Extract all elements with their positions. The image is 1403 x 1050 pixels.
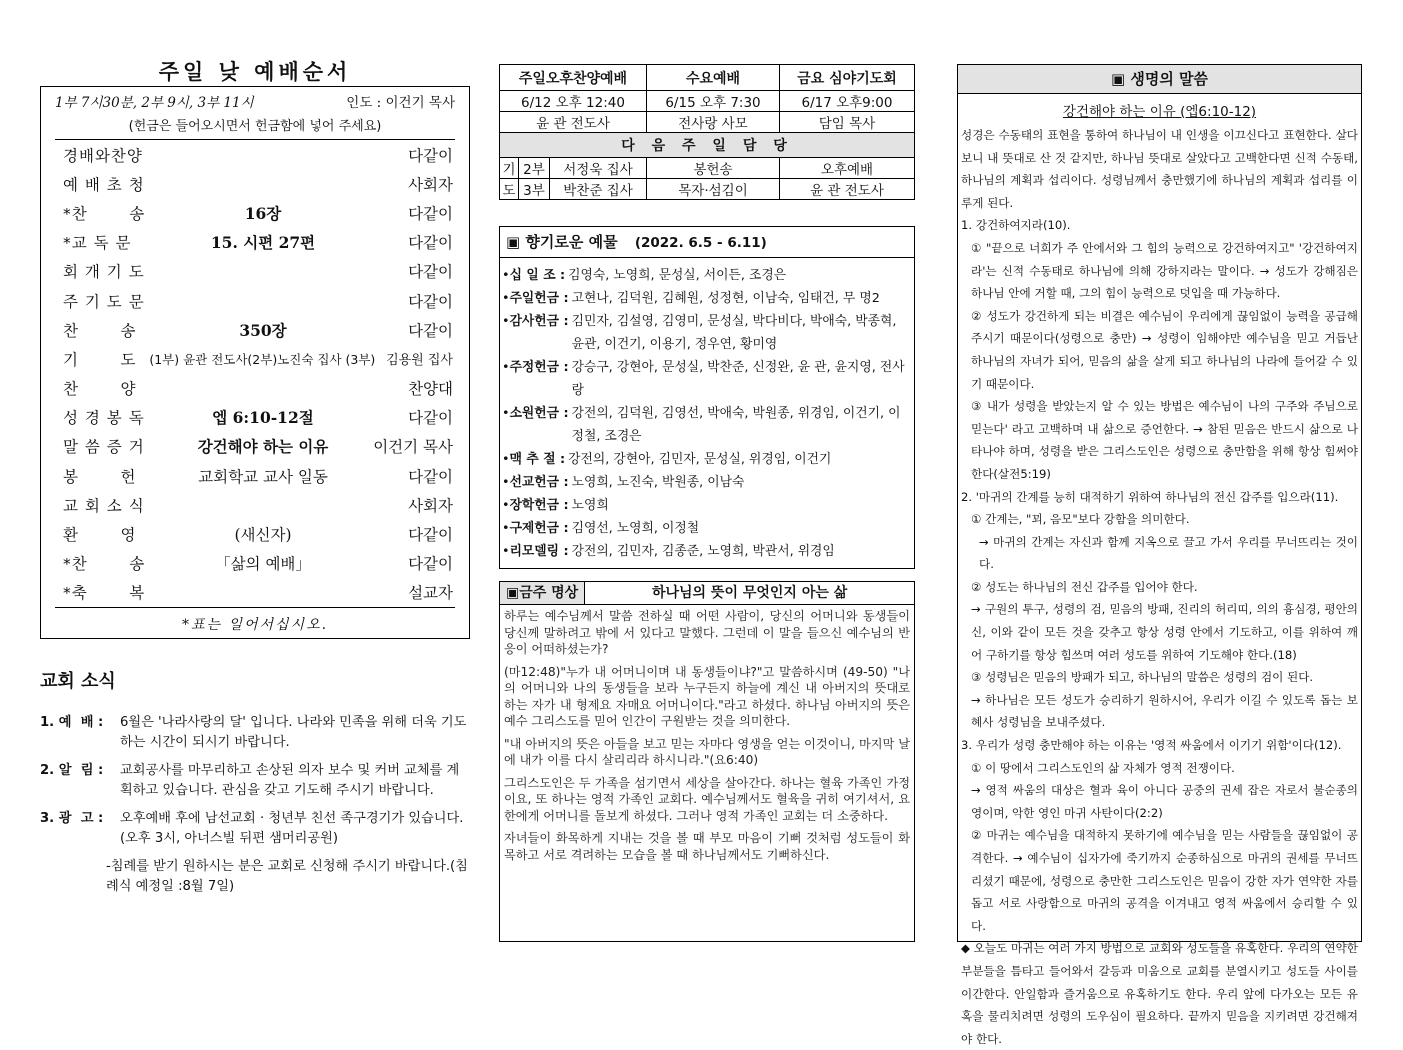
meditation-paragraph: (마12:48)"누가 내 어머니이며 내 동생들이냐?"고 말씀하시며 (49-50) "나의 어머니와 나의 동생들을 보라 누구든지 하늘에 계신 내 아버지의 뜻대로 하는 자가 내 형제요 자매요 어머니이다."라고 하셨다. 하나님 아버지의 뜻은 예수 그리스도를 믿어 인간이 구원받는 것을 의미한다. bbox=[504, 664, 910, 728]
worship-order-row bbox=[55, 403, 455, 432]
order-item-person: 김용원 집사 bbox=[386, 353, 453, 369]
offering-row bbox=[502, 310, 910, 356]
order-item-person: 다같이 bbox=[408, 321, 453, 340]
schedule-person: 담임 목사 bbox=[780, 112, 915, 133]
order-item-name: 말 씀 증 거 bbox=[63, 438, 145, 457]
sermon-body bbox=[958, 120, 1361, 1050]
order-item-person: 다같이 bbox=[408, 467, 453, 486]
worship-order-row bbox=[55, 344, 455, 373]
meditation-label bbox=[500, 582, 585, 604]
duty-role: 목자·섬김이 bbox=[647, 179, 780, 200]
sermon-paragraph: ② 마귀는 예수님을 대적하지 못하기에 예수님을 믿는 사람들을 끊임없이 공격한다. → 예수님이 십자가에 죽기까지 순종하심으로 마귀의 권세를 무너뜨리셨기 때문에, 성령으로 충만한 그리스도인은 믿음이 강한 자가 연약한 자를 돕고 서로 사랑함으로 마귀의 공격을 이겨내고 영적 싸움에서 승리할 수 있다. bbox=[971, 828, 1358, 933]
sermon-subtitle: 강건해야 하는 이유 (엡6:10-12) bbox=[1062, 104, 1257, 120]
order-item-detail: 「삶의 예배」 bbox=[215, 555, 311, 574]
word-title: ▣ 생명의 말씀 bbox=[958, 65, 1361, 94]
square-icon: ▣ bbox=[506, 233, 521, 251]
order-item-person: 다같이 bbox=[408, 555, 453, 574]
sermon-paragraph: → 마귀의 간계는 자신과 함께 지옥으로 끌고 가서 우리를 무너뜨리는 것이다. bbox=[979, 534, 1358, 572]
offering-category: 십 일 조 : bbox=[509, 268, 566, 283]
order-item-detail: (1부) 윤관 전도사(2부)노진숙 집사 (3부) bbox=[149, 351, 376, 367]
schedule-time: 6/17 오후9:00 bbox=[780, 91, 915, 112]
worship-order-row bbox=[55, 461, 455, 490]
order-item-person: 다같이 bbox=[408, 204, 453, 223]
order-item-person: 사회자 bbox=[408, 175, 453, 194]
meditation-paragraph: "내 아버지의 뜻은 아들을 보고 믿는 자마다 영생을 얻는 이것이니, 마지막 날에 내가 이를 다시 살리리라 하시니라."(요6:40) bbox=[504, 736, 910, 767]
meditation-header bbox=[500, 582, 914, 605]
order-item-detail: 15. 시편 27편 bbox=[210, 233, 316, 253]
meditation-paragraph: 자녀들이 화목하게 지내는 것을 볼 때 부모 마음이 기뻐 것처럼 성도들이 화목하고 서로 격려하는 모습을 볼 때 하나님께서도 기뻐하신다. bbox=[504, 831, 910, 862]
order-item-name: 찬 양 bbox=[63, 380, 137, 399]
worship-order-row bbox=[55, 432, 455, 461]
news-item bbox=[40, 809, 470, 849]
offering-note: (헌금은 들어오시면서 헌금함에 넣어 주세요) bbox=[128, 119, 382, 134]
worship-order-row bbox=[55, 257, 455, 286]
meditation-label-text: 금주 명상 bbox=[519, 585, 579, 601]
duty-role: 봉헌송 bbox=[647, 158, 780, 179]
sermon-paragraph: → 구원의 투구, 성령의 검, 믿음의 방패, 진리의 허리띠, 의의 흉심경, 평안의 신, 이와 같이 모든 것을 갖추고 항상 성령 안에서 기도하고, 이를 위하여 깨어 구하기를 항상 힘쓰며 여러 성도를 위하여 기도해야 한다.(18) bbox=[971, 602, 1358, 662]
offering-category: 맥 추 절 : bbox=[509, 452, 566, 467]
schedule-time: 6/12 오후 12:40 bbox=[500, 91, 647, 112]
bullet-icon: • bbox=[502, 314, 510, 329]
square-icon: ▣ bbox=[506, 585, 520, 601]
sermon-paragraph: ◆ 오늘도 마귀는 여러 가지 방법으로 교회와 성도들을 유혹한다. 우리의 연약한 부분들을 틈타고 들어와서 갈등과 미움으로 교회를 분열시키고 성도들 사이를 이간한다. 안일함과 즐거움으로 유혹하기도 한다. 우리 앞에 다가오는 모든 유혹을 물리치려면 성령의 도우심이 필요하다. 끝까지 믿음을 지키려면 강건해져야 한다. bbox=[961, 941, 1358, 1046]
offering-header bbox=[500, 227, 914, 258]
offering-category: 선교헌금 : bbox=[509, 475, 569, 490]
worship-order-row bbox=[55, 549, 455, 578]
worship-order-row bbox=[55, 169, 455, 198]
order-item-detail: (새신자) bbox=[234, 526, 292, 545]
sermon-paragraph: ① "끝으로 너희가 주 안에서와 그 힘의 능력으로 강건하여지고" '강건하여지라'는 신적 수동태로 하나님에 의해 강하지라는 말이다. → 성도가 강해짐은 하나님 안에 거할 때, 그의 힘이 능력으로 덧입을 때 가능하다. bbox=[971, 240, 1358, 301]
bullet-icon: • bbox=[502, 406, 510, 421]
offering-row bbox=[502, 517, 910, 540]
church-news-list bbox=[40, 713, 470, 849]
offering-row bbox=[502, 402, 910, 448]
order-item-detail: 350장 bbox=[239, 320, 287, 340]
worship-order-box bbox=[40, 86, 470, 639]
offering-names: 강승구, 강현아, 문성실, 박찬준, 신정완, 윤 관, 윤지영, 전사랑 bbox=[571, 360, 905, 398]
prayer-person: 서정욱 집사 bbox=[563, 162, 633, 178]
bullet-icon: • bbox=[502, 521, 510, 536]
offering-box bbox=[499, 226, 915, 569]
prayer-label: 도 bbox=[500, 179, 519, 199]
service-leader: 인도 : 이건기 목사 bbox=[346, 95, 455, 111]
offering-row bbox=[502, 264, 910, 287]
offering-category: 구제헌금 : bbox=[509, 521, 569, 536]
sermon-paragraph: → 하나님은 모든 성도가 승리하기 원하시어, 우리가 이길 수 있도록 돕는 보혜사 성령님을 보내주셨다. bbox=[971, 692, 1358, 730]
schedule-header: 금요 심야기도회 bbox=[780, 65, 915, 91]
service-schedule-table bbox=[499, 64, 915, 200]
part-label: 3부 bbox=[519, 179, 550, 199]
offering-row bbox=[502, 540, 910, 563]
order-item-detail: 엡 6:10-12절 bbox=[212, 408, 314, 428]
order-item-detail: 16장 bbox=[244, 203, 282, 223]
bullet-icon: • bbox=[502, 452, 510, 467]
news-item bbox=[40, 713, 470, 753]
offering-names: 김민자, 김설영, 김영미, 문성실, 박다비다, 박애숙, 박종혁, 윤관, 이건기, 이용기, 정우연, 황미영 bbox=[571, 314, 897, 352]
offering-names: 강전의, 강현아, 김민자, 문성실, 위경임, 이건기 bbox=[568, 452, 832, 467]
worship-order-list bbox=[55, 139, 455, 608]
order-item-name: 기 도 bbox=[63, 350, 137, 369]
offering-names: 노영희, 노진숙, 박원종, 이남숙 bbox=[571, 475, 745, 490]
sermon-paragraph: ③ 내가 성령을 받았는지 알 수 있는 방법은 예수님이 나의 구주와 주님으로 믿는다' 라고 고백하며 내 삶으로 증언한다. → 참된 믿음은 반드시 삶으로 나타나야 하며, 성령을 받은 그리스도인은 성령으로 충만함을 위해 항상 힘써야 한다(살전5:19) bbox=[971, 399, 1358, 481]
news-text: 오후예배 후에 남선교회 · 청년부 친선 족구경기가 있습니다.(오후 3시, 아너스빌 뒤편 샘머리공원) bbox=[120, 811, 464, 846]
sermon-paragraph: 성경은 수동태의 표현을 통하여 하나님이 내 인생을 이끄신다고 표현한다. 살다보니 내 뜻대로 산 것 같지만, 하나님 뜻대로 살았다고 고백한다면 신적 수동태, 하나님의 계획과 섭리이다. 성령님께서 충만했기에 하나님의 계획과 섭리를 이루게 된다. bbox=[961, 128, 1358, 210]
bullet-icon: • bbox=[502, 475, 510, 490]
bullet-icon: • bbox=[502, 291, 510, 306]
order-item-person: 설교자 bbox=[408, 584, 453, 603]
order-item-name: 주 기 도 문 bbox=[63, 292, 145, 311]
order-item-name: 성 경 봉 독 bbox=[63, 409, 145, 428]
offering-row bbox=[502, 471, 910, 494]
sermon-paragraph: 1. 강건하여지라(10). bbox=[961, 218, 1071, 233]
next-sunday-title: 다 음 주 일 담 당 bbox=[500, 133, 915, 158]
left-column bbox=[40, 58, 470, 897]
meditation-title: 하나님의 뜻이 무엇인지 아는 삶 bbox=[651, 585, 848, 601]
worship-order-row bbox=[55, 140, 455, 169]
service-times: 1부 7시30분, 2부 9시, 3부 11시 bbox=[55, 95, 254, 111]
news-item bbox=[40, 761, 470, 801]
order-item-person: 찬양대 bbox=[408, 380, 453, 399]
meditation-box bbox=[499, 581, 915, 942]
meditation-paragraph: 그리스도인은 두 가족을 섬기면서 세상을 살아간다. 하나는 혈육 가족인 가정이요, 또 하나는 영적 가족인 교회다. 예수님께서도 혈육을 귀히 여기셔서, 요한에게 어머니를 돌보게 하셨다. 그러나 영적 가족인 교회는 더 소중하다. bbox=[504, 775, 910, 823]
order-item-person: 다같이 bbox=[408, 409, 453, 428]
order-item-name: 예 배 초 청 bbox=[63, 175, 145, 194]
worship-order-row bbox=[55, 578, 455, 607]
worship-order-row bbox=[55, 286, 455, 315]
order-item-person: 다같이 bbox=[408, 146, 453, 165]
news-text: 교회공사를 마무리하고 손상된 의자 보수 및 커버 교체를 계획하고 있습니다. 관심을 갖고 기도해 주시기 바랍니다. bbox=[120, 763, 460, 798]
offering-row bbox=[502, 356, 910, 402]
order-item-name: 경배와찬양 bbox=[63, 146, 143, 165]
bullet-icon: • bbox=[502, 268, 510, 283]
bullet-icon: • bbox=[502, 544, 510, 559]
offering-row bbox=[502, 494, 910, 517]
duty-evening: 윤 관 전도사 bbox=[780, 179, 915, 200]
offering-names: 김영숙, 노영희, 문성실, 서이든, 조경은 bbox=[568, 268, 787, 283]
order-item-name: 환 영 bbox=[63, 526, 137, 545]
meditation-body bbox=[500, 605, 914, 872]
order-item-name: *찬 송 bbox=[63, 204, 146, 223]
offering-names: 고현나, 김덕원, 김혜원, 성정현, 이남숙, 임태건, 무 명2 bbox=[571, 291, 880, 306]
order-item-name: 교 회 소 식 bbox=[63, 496, 145, 515]
news-text: 6월은 '나라사랑의 달' 입니다. 나라와 민족을 위해 더욱 기도하는 시간이 되시기 바랍니다. bbox=[120, 715, 467, 750]
offering-category: 소원헌금 : bbox=[509, 406, 569, 421]
offering-names: 강전의, 김덕원, 김영선, 박애숙, 박원종, 위경임, 이건기, 이정철, 조경은 bbox=[571, 406, 901, 444]
order-item-person: 다같이 bbox=[408, 234, 453, 253]
sermon-paragraph: ③ 성령님은 믿음의 방패가 되고, 하나님의 말씀은 성령의 검이 된다. bbox=[971, 670, 1314, 685]
schedule-header: 주일오후찬양예배 bbox=[500, 65, 647, 91]
worship-order-row bbox=[55, 374, 455, 403]
news-label: 3. 광 고 : bbox=[40, 811, 104, 826]
schedule-time: 6/15 오후 7:30 bbox=[647, 91, 780, 112]
worship-order-row bbox=[55, 228, 455, 257]
schedule-header: 수요예배 bbox=[647, 65, 780, 91]
order-item-name: 찬 송 bbox=[63, 321, 137, 340]
middle-column bbox=[499, 64, 915, 862]
offering-category: 주일헌금 : bbox=[509, 291, 569, 306]
sermon-paragraph: ① 간계는, "꾀, 음모"보다 강함을 의미한다. bbox=[971, 512, 1190, 527]
news-label: 1. 예 배 : bbox=[40, 715, 104, 730]
offering-period: (2022. 6.5 - 6.11) bbox=[634, 235, 767, 251]
order-item-name: 회 개 기 도 bbox=[63, 263, 145, 282]
sermon-paragraph: ② 성도가 강건하게 되는 비결은 예수님이 우리에게 끊임없이 능력을 공급해 주시기 때문이다(성령으로 충만) → 성령이 임해야만 예수님을 믿고 거듭난 하나님의 자녀가 되어, 믿음의 삶을 살게 되고 하나님의 나라에 들어갈 수 있기 때문이다. bbox=[971, 308, 1358, 391]
sermon-paragraph: → 영적 싸움의 대상은 혈과 육이 아니다 공중의 권세 잡은 자로서 불순종의 영이며, 악한 영인 마귀 사탄이다(2:2) bbox=[971, 783, 1358, 820]
part-label: 2부 bbox=[519, 158, 550, 178]
offering-category: 리모델링 : bbox=[509, 544, 569, 559]
worship-order-title: 주일 낮 예배순서 bbox=[158, 59, 352, 84]
offering-list bbox=[500, 258, 914, 563]
prayer-person: 박찬준 집사 bbox=[563, 183, 633, 199]
schedule-person: 윤 관 전도사 bbox=[500, 112, 647, 133]
stand-note: *표는 일어서십시오. bbox=[181, 617, 329, 633]
worship-order-row bbox=[55, 315, 455, 344]
offering-row bbox=[502, 287, 910, 310]
order-item-name: 봉 헌 bbox=[63, 467, 137, 486]
sermon-paragraph: ② 성도는 하나님의 전신 갑주를 입어야 한다. bbox=[971, 579, 1198, 594]
worship-order-row bbox=[55, 198, 455, 227]
news-label: 2. 알 림 : bbox=[40, 763, 104, 778]
bullet-icon: • bbox=[502, 498, 510, 513]
worship-order-row bbox=[55, 490, 455, 519]
order-item-detail: 교회학교 교사 일동 bbox=[198, 467, 328, 486]
order-item-name: *교 독 문 bbox=[63, 234, 132, 253]
duty-evening: 오후예배 bbox=[780, 158, 915, 179]
baptism-notice: -침례를 받기 원하시는 분은 교회로 신청해 주시기 바랍니다.(침례식 예정일 :8월 7일) bbox=[106, 859, 468, 894]
bullet-icon: • bbox=[502, 360, 510, 375]
church-news-title: 교회 소식 bbox=[40, 671, 116, 692]
order-item-detail: 강건해야 하는 이유 bbox=[197, 437, 329, 457]
order-item-person: 다같이 bbox=[408, 526, 453, 545]
offering-category: 장학헌금 : bbox=[509, 498, 569, 513]
order-header bbox=[41, 87, 469, 111]
offering-names: 강전의, 김민자, 김종준, 노영희, 박관서, 위경임 bbox=[571, 544, 835, 559]
word-of-life-box bbox=[957, 64, 1362, 1046]
order-item-person: 사회자 bbox=[408, 496, 453, 515]
offering-names: 노영희 bbox=[571, 498, 609, 513]
meditation-paragraph: 하루는 예수님께서 말씀 전하실 때 어떤 사람이, 당신의 어머니와 동생들이 당신께 말하려고 밖에 서 있다고 말했다. 그런데 이 말을 들으신 예수님의 반응이 어떠하셨는가? bbox=[504, 609, 910, 656]
worship-order-row bbox=[55, 519, 455, 548]
sermon-paragraph: ① 이 땅에서 그리스도인의 삶 자체가 영적 전쟁이다. bbox=[971, 760, 1235, 775]
prayer-label: 기 bbox=[500, 158, 519, 178]
order-item-person: 다같이 bbox=[408, 263, 453, 282]
offering-row bbox=[502, 448, 910, 471]
offering-title: 향기로운 예물 bbox=[525, 233, 618, 251]
offering-names: 김영선, 노영희, 이정철 bbox=[571, 521, 700, 536]
offering-category: 감사헌금 : bbox=[509, 314, 569, 329]
order-item-name: *찬 송 bbox=[63, 555, 146, 574]
offering-category: 주정헌금 : bbox=[509, 360, 569, 375]
sermon-paragraph: 3. 우리가 성령 충만해야 하는 이유는 '영적 싸움에서 이기기 위함'이다(12). bbox=[961, 738, 1342, 753]
order-item-name: *축 복 bbox=[63, 584, 146, 603]
sermon-paragraph: 2. '마귀의 간계를 능히 대적하기 위하여 하나님의 전신 갑주를 입으라(11). bbox=[961, 489, 1339, 504]
order-item-person: 다같이 bbox=[408, 292, 453, 311]
schedule-person: 전사랑 사모 bbox=[647, 112, 780, 133]
order-item-person: 이건기 목사 bbox=[373, 438, 453, 457]
